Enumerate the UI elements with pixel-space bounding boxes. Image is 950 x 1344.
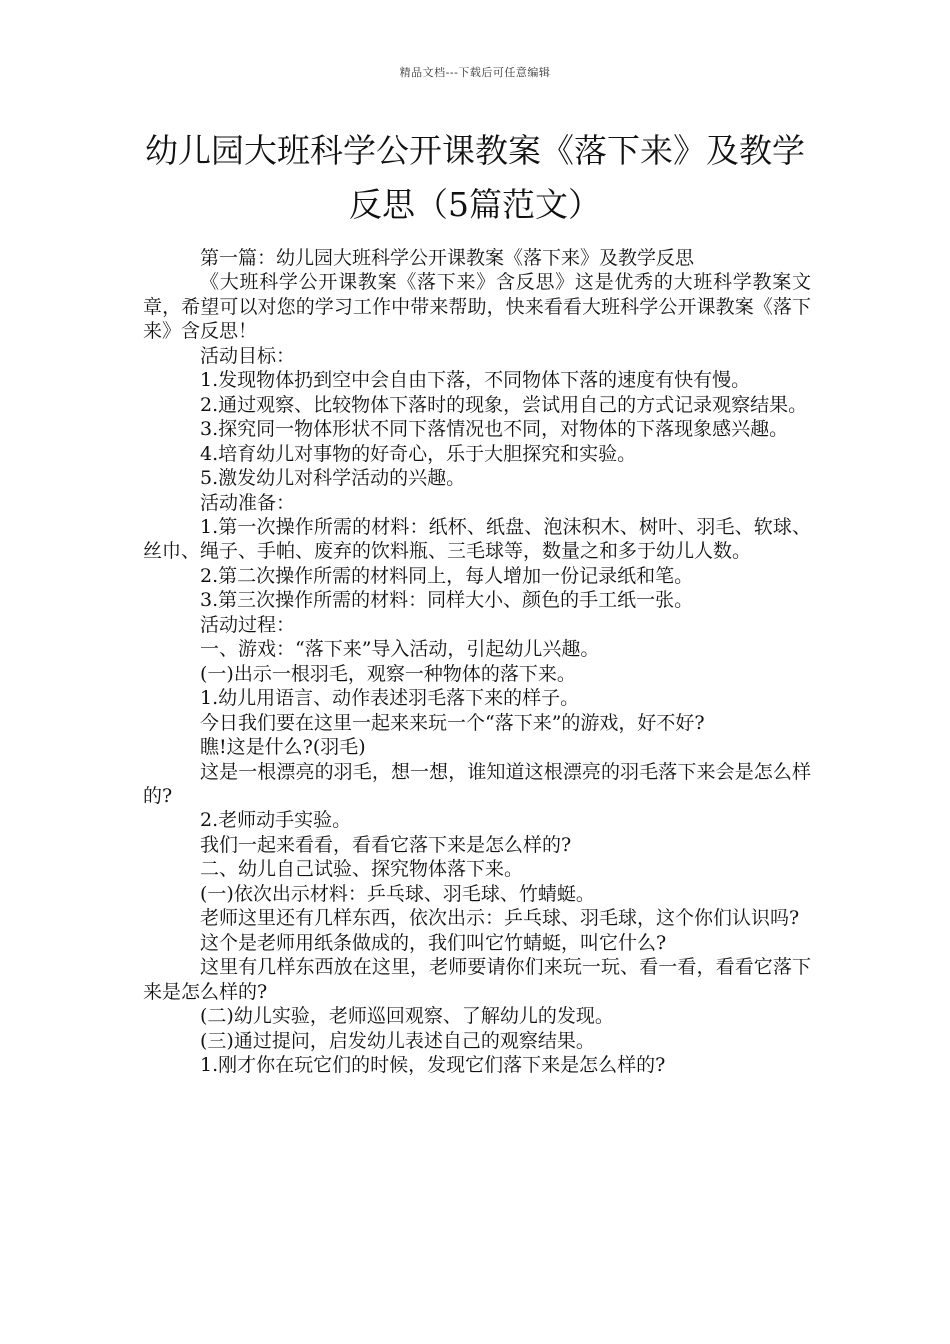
paragraph: (一)依次出示材料：乒乓球、羽毛球、竹蜻蜓。 xyxy=(200,882,595,905)
paragraph: 活动目标： xyxy=(200,344,296,367)
paragraph: 第一篇：幼儿园大班科学公开课教案《落下来》及教学反思 xyxy=(200,247,695,269)
paragraph: (二)幼儿实验，老师巡回观察、了解幼儿的发现。 xyxy=(200,1005,614,1028)
paragraph: 二、幼儿自己试验、探究物体落下来。 xyxy=(200,858,524,881)
paragraph: 今日我们要在这里一起来来玩一个“落下来”的游戏，好不好? xyxy=(200,711,705,734)
paragraph: 活动准备： xyxy=(200,491,296,514)
paragraph: 我们一起来看看，看看它落下来是怎么样的? xyxy=(200,833,572,856)
paragraph: 老师这里还有几样东西，依次出示：乒乓球、羽毛球，这个你们认识吗? xyxy=(200,907,800,930)
header-note: 精品文档---下载后可任意编辑 xyxy=(399,66,551,79)
paragraph: 1.幼儿用语言、动作表述羽毛落下来的样子。 xyxy=(200,687,580,710)
paragraph: 《大班科学公开课教案《落下来》含反思》这是优秀的大班科学教案文章，希望可以对您的学习工作中带来帮助，快来看看大班科学公开课教案《落下来》含反思！ xyxy=(143,271,811,343)
paragraph: 1.发现物体扔到空中会自由下落，不同物体下落的速度有快有慢。 xyxy=(200,369,751,392)
paragraph: 这是一根漂亮的羽毛，想一想，谁知道这根漂亮的羽毛落下来会是怎么样的? xyxy=(143,760,811,807)
paragraph: (一)出示一根羽毛，观察一种物体的落下来。 xyxy=(200,662,576,685)
paragraph: 3.探究同一物体形状不同下落情况也不同，对物体的下落现象感兴趣。 xyxy=(200,418,789,441)
paragraph: 4.培育幼儿对事物的好奇心，乐于大胆探究和实验。 xyxy=(200,442,637,465)
paragraph: 这里有几样东西放在这里，老师要请你们来玩一玩、看一看，看看它落下来是怎么样的? xyxy=(143,956,811,1003)
paragraph: 瞧!这是什么?(羽毛) xyxy=(200,736,366,759)
paragraph: 2.通过观察、比较物体下落时的现象，尝试用自己的方式记录观察结果。 xyxy=(200,393,808,416)
paragraph: (三)通过提问，启发幼儿表述自己的观察结果。 xyxy=(200,1029,595,1052)
paragraph: 1.第一次操作所需的材料：纸杯、纸盘、泡沫积木、树叶、羽毛、软球、丝巾、绳子、手帕、废弃的饮料瓶、三毛球等，数量之和多于幼儿人数。 xyxy=(143,515,811,563)
document-body xyxy=(143,246,811,1077)
paragraph: 活动过程： xyxy=(200,613,296,636)
paragraph: 这个是老师用纸条做成的，我们叫它竹蜻蜓，叫它什么? xyxy=(200,931,667,954)
paragraph: 2.老师动手实验。 xyxy=(200,809,352,832)
paragraph: 5.激发幼儿对科学活动的兴趣。 xyxy=(200,467,466,490)
paragraph: 一、游戏：“落下来”导入活动，引起幼儿兴趣。 xyxy=(200,638,600,661)
paragraph: 3.第三次操作所需的材料：同样大小、颜色的手工纸一张。 xyxy=(200,589,694,612)
document-title: 幼儿园大班科学公开课教案《落下来》及教学反思（5篇范文） xyxy=(145,131,805,224)
paragraph: 1.刚才你在玩它们的时候，发现它们落下来是怎么样的? xyxy=(200,1053,666,1076)
paragraph: 2.第二次操作所需的材料同上，每人增加一份记录纸和笔。 xyxy=(200,564,694,587)
